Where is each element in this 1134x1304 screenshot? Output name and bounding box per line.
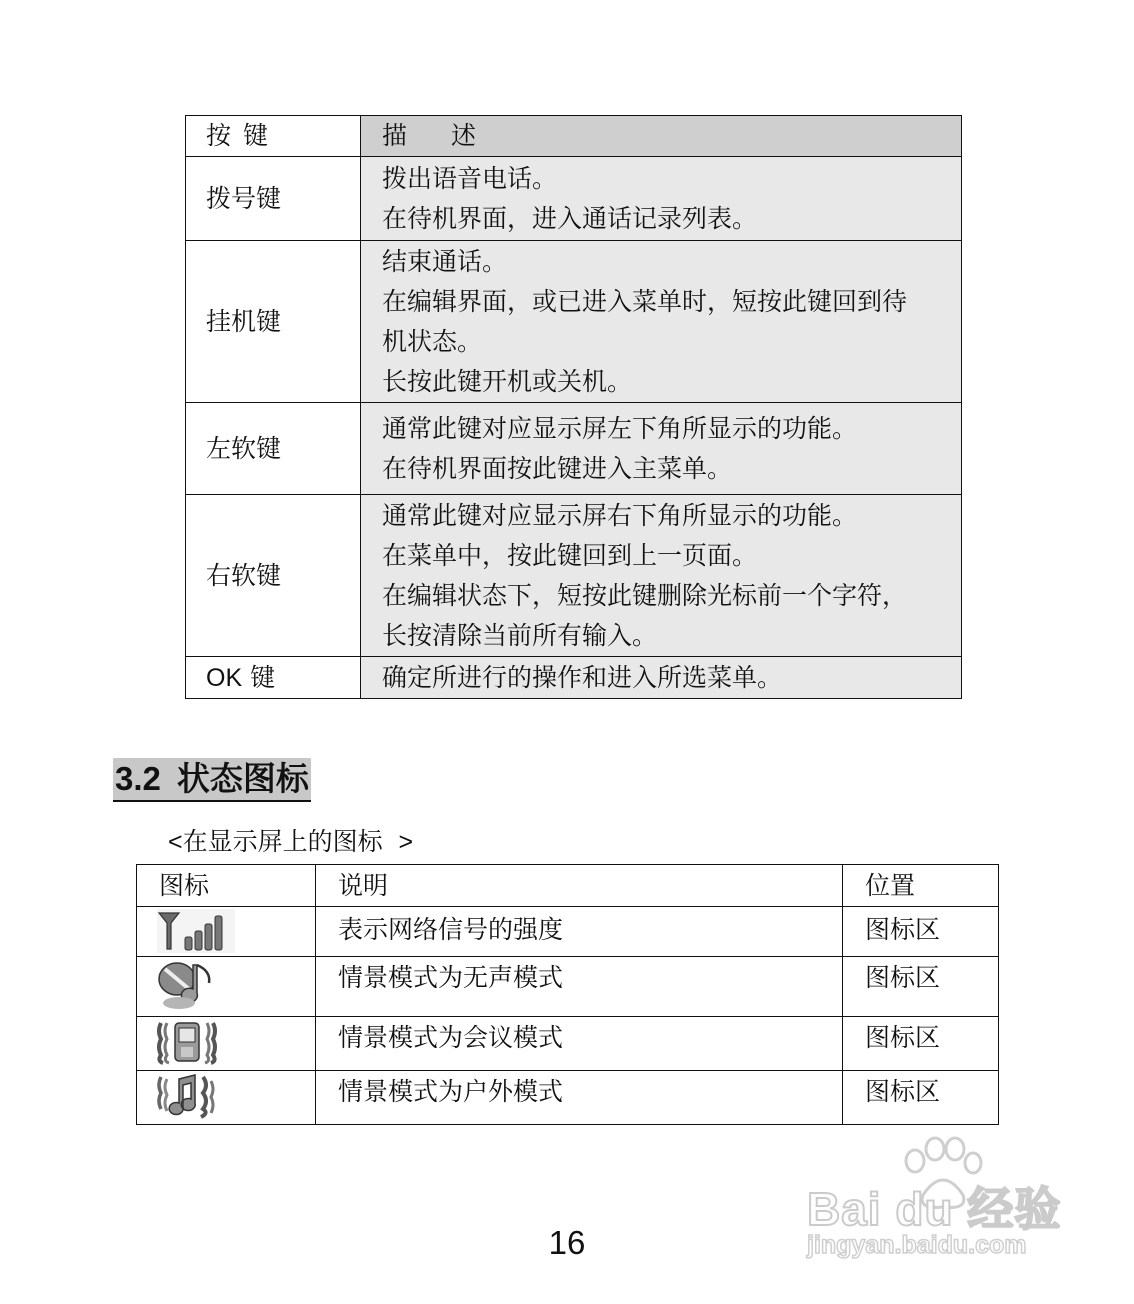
silent-mode-icon (157, 959, 315, 1013)
table-row (137, 907, 999, 957)
key-description (361, 157, 962, 241)
table-row (186, 495, 962, 657)
icon-location: 图标区 (843, 1017, 999, 1071)
table-row (186, 403, 962, 495)
table-header-row (186, 116, 962, 157)
icon-desc: 情景模式为户外模式 (316, 1071, 843, 1125)
header-key: 按键 (186, 116, 361, 157)
desc-line: 在待机界面按此键进入主菜单。 (382, 453, 733, 483)
desc-line: 长按清除当前所有输入。 (382, 620, 658, 650)
desc-line: 长按此键开机或关机。 (382, 366, 633, 396)
header-location: 位置 (843, 865, 999, 907)
section-heading: 3.2 状态图标 (113, 758, 311, 802)
key-description (361, 241, 962, 403)
page-number: 16 (548, 1224, 586, 1261)
table-row (186, 657, 962, 699)
key-name: 右软键 (186, 495, 361, 657)
desc-line: 拨出语音电话。 (382, 163, 558, 193)
key-name: OK 键 (186, 657, 361, 699)
desc-line: 通常此键对应显示屏左下角所显示的功能。 (382, 413, 858, 443)
desc-line: 在编辑状态下，短按此键删除光标前一个字符， (382, 580, 908, 610)
status-icon-table (136, 864, 999, 1125)
table-row (186, 157, 962, 241)
watermark-url: jingyan.baidu.com (807, 1231, 1027, 1259)
table-row (137, 1017, 999, 1071)
desc-line: 在编辑界面，或已进入菜单时，短按此键回到待 (382, 286, 908, 316)
table-row (186, 241, 962, 403)
icon-table-caption: <在显示屏上的图标 > (168, 827, 414, 856)
key-description (361, 657, 962, 699)
key-description-table (185, 115, 962, 699)
icon-desc: 表示网络信号的强度 (316, 907, 843, 957)
header-icon: 图标 (137, 865, 316, 907)
icon-desc: 情景模式为无声模式 (316, 957, 843, 1017)
desc-line: 机状态。 (382, 326, 483, 356)
desc-line: 在菜单中，按此键回到上一页面。 (382, 540, 758, 570)
icon-location: 图标区 (843, 907, 999, 957)
table-header-row (137, 865, 999, 907)
desc-line: 通常此键对应显示屏右下角所显示的功能。 (382, 500, 858, 530)
table-row (137, 1071, 999, 1125)
meeting-mode-icon (157, 1019, 315, 1065)
desc-line: 在待机界面，进入通话记录列表。 (382, 203, 758, 233)
icon-location: 图标区 (843, 1071, 999, 1125)
signal-strength-icon (157, 909, 315, 953)
desc-line: 确定所进行的操作和进入所选菜单。 (382, 662, 783, 692)
key-name: 左软键 (186, 403, 361, 495)
header-desc: 说明 (316, 865, 843, 907)
key-description (361, 495, 962, 657)
icon-location: 图标区 (843, 957, 999, 1017)
watermark-brand: Bai du 经验 (807, 1183, 1062, 1235)
outdoor-mode-icon (157, 1073, 315, 1119)
key-name: 拨号键 (186, 157, 361, 241)
key-description (361, 403, 962, 495)
header-desc: 描述 (361, 116, 962, 157)
icon-desc: 情景模式为会议模式 (316, 1017, 843, 1071)
desc-line: 结束通话。 (382, 246, 508, 276)
table-row (137, 957, 999, 1017)
key-name: 挂机键 (186, 241, 361, 403)
